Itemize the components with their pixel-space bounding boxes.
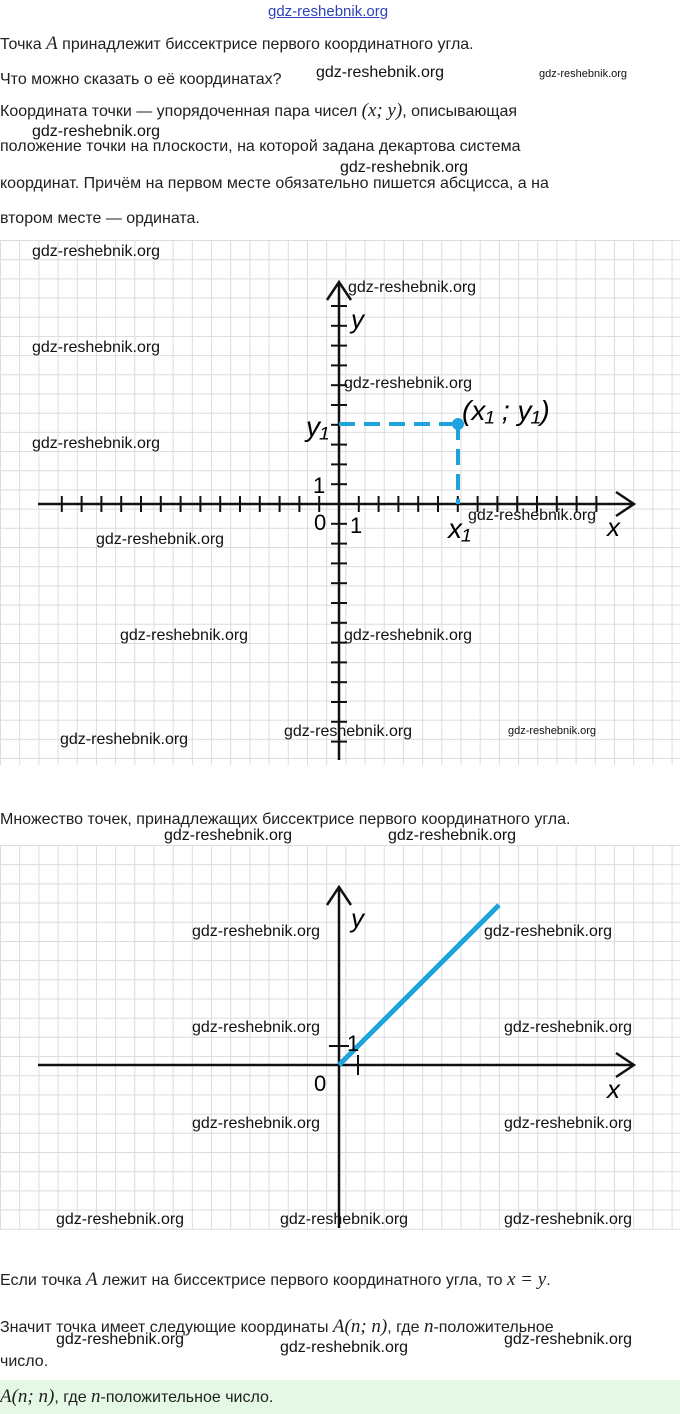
y1-label: y₁ — [306, 411, 329, 442]
unit-y-label: 1 — [313, 473, 326, 498]
watermark-text: gdz-reshebnik.org — [32, 435, 161, 452]
coordinate-plane-1 — [0, 240, 680, 765]
text-paragraph: координат. Причём на первом месте обязательно пишется абсцисса, а на — [0, 175, 549, 192]
watermark-text: gdz-reshebnik.org — [504, 1115, 633, 1132]
origin-label: 0 — [314, 510, 327, 535]
watermark-text: gdz-reshebnik.org — [280, 1211, 409, 1228]
watermark-text: gdz-reshebnik.org — [192, 923, 321, 940]
text-paragraph: положение точки на плоскости, на которой задана декартова система — [0, 138, 521, 155]
text-paragraph: Если точка A лежит на биссектрисе первого координатного угла, то x = y. — [0, 1269, 551, 1290]
watermark-text: gdz-reshebnik.org — [192, 1019, 321, 1036]
watermark-text: gdz-reshebnik.org — [348, 279, 477, 296]
watermark-text: gdz-reshebnik.org — [504, 1019, 633, 1036]
watermark-text: gdz-reshebnik.org — [32, 243, 161, 260]
watermark-text: gdz-reshebnik.org — [539, 68, 628, 80]
watermark-text: gdz-reshebnik.org — [280, 1339, 409, 1356]
text-paragraph: Координата точки — упорядоченная пара чисел (x; y), описывающая — [0, 100, 518, 121]
coordinate-plane-2 — [0, 845, 680, 1230]
coordinate-grid-figure-1 — [0, 240, 680, 765]
text-paragraph: Значит точка имеет следующие координаты A(n; n), где n-положительное — [0, 1316, 554, 1337]
site-watermark-link[interactable]: gdz-reshebnik.org — [268, 3, 389, 20]
coordinate-grid-figure-2 — [0, 845, 680, 1230]
text-paragraph: Точка A принадлежит биссектрисе первого координатного угла. — [0, 33, 474, 54]
watermark-text: gdz-reshebnik.org — [504, 1211, 633, 1228]
point-label: (x₁ ; y₁) — [462, 395, 550, 426]
answer-box — [0, 1380, 680, 1414]
unit-label: 1 — [347, 1031, 360, 1056]
watermark-text: gdz-reshebnik.org — [508, 725, 597, 737]
answer-text: A(n; n), где n-положительное число. — [0, 1386, 274, 1407]
watermark-text: gdz-reshebnik.org — [192, 1115, 321, 1132]
watermark-text: gdz-reshebnik.org — [468, 507, 597, 524]
text-paragraph: Множество точек, принадлежащих биссектрисе первого координатного угла. — [0, 811, 571, 828]
watermark-text: gdz-reshebnik.org — [96, 531, 225, 548]
watermark-text: gdz-reshebnik.org — [56, 1211, 185, 1228]
watermark-text: gdz-reshebnik.org — [56, 1331, 185, 1348]
unit-x-label: 1 — [350, 513, 363, 538]
text-paragraph: втором месте — ордината. — [0, 210, 200, 227]
x-axis-label: x — [607, 1074, 620, 1104]
watermark-text: gdz-reshebnik.org — [344, 375, 473, 392]
x1-label: x₁ — [448, 513, 471, 544]
watermark-text: gdz-reshebnik.org — [344, 627, 473, 644]
watermark-text: gdz-reshebnik.org — [284, 723, 413, 740]
watermark-text: gdz-reshebnik.org — [32, 123, 161, 140]
watermark-text: gdz-reshebnik.org — [484, 923, 613, 940]
watermark-text: gdz-reshebnik.org — [32, 339, 161, 356]
watermark-text: gdz-reshebnik.org — [120, 627, 249, 644]
watermark-text: gdz-reshebnik.org — [164, 827, 293, 844]
watermark-text: gdz-reshebnik.org — [388, 827, 517, 844]
text-paragraph: число. — [0, 1353, 49, 1370]
origin-label: 0 — [314, 1071, 327, 1096]
watermark-text: gdz-reshebnik.org — [316, 64, 445, 81]
y-axis-label: y — [351, 304, 364, 334]
watermark-text: gdz-reshebnik.org — [340, 159, 469, 176]
y-axis-label: y — [351, 903, 364, 933]
watermark-text: gdz-reshebnik.org — [504, 1331, 633, 1348]
x-axis-label: x — [607, 512, 620, 542]
text-paragraph: Что можно сказать о её координатах? — [0, 71, 282, 88]
watermark-text: gdz-reshebnik.org — [60, 731, 189, 748]
